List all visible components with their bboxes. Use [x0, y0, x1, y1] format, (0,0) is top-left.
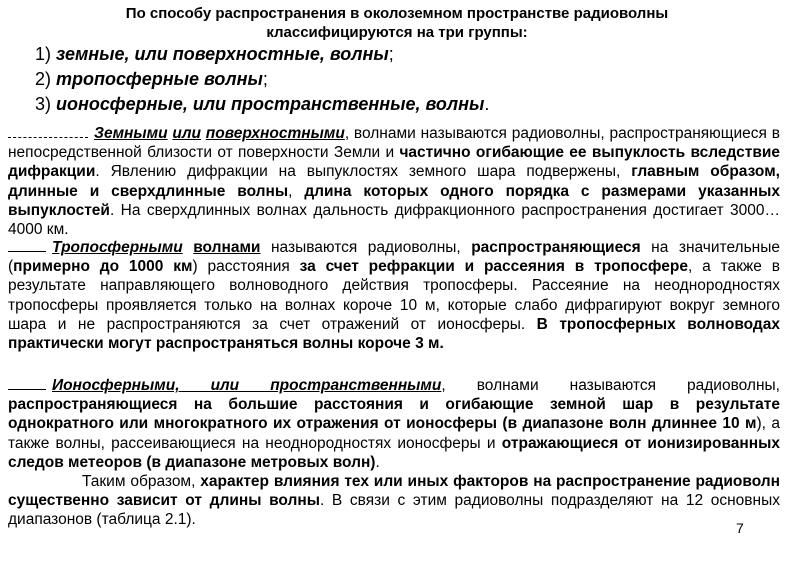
- indent-dash: [8, 239, 46, 252]
- title-line-1: По способу распространения в околоземном пространстве радиоволны: [125, 5, 669, 22]
- text-span: . На сверхдлинных волнах дальность дифракционного распространения достигает 3000…4000 км.: [8, 201, 780, 239]
- indent-dash: [8, 377, 46, 390]
- text-span: , а также в результате направляющего волноводного действия тропосферы. Рассеяние на неоднородностях тропосферы проявляется только на волнах короче 10 м, которые слабо дифрагируют вокруг земного шара и не распространяются за счет отражений от ионосферы.: [8, 258, 780, 333]
- group-punct: ;: [262, 69, 268, 89]
- term-waves: волнами: [193, 239, 261, 256]
- text-span: . В связи с этим радиоволны подразделяют на 12 основных диапазонов (таблица 2.1).: [8, 492, 780, 529]
- group-number: 3): [35, 94, 52, 114]
- text-span: .: [375, 453, 380, 471]
- group-term: земные, или поверхностные, волны: [56, 44, 389, 64]
- group-term: тропосферные волны: [56, 69, 263, 89]
- text-span: , волнами называются радиоволны, распространяющиеся в непосредственной близости от поверхности Земли и: [8, 125, 780, 162]
- text-span: на значительные (: [8, 239, 780, 276]
- text-span: ) расстояния: [192, 258, 300, 276]
- bold-span: распространяющиеся: [471, 239, 641, 256]
- bold-span: длина которых одного порядка с размерами указанных выпуклостей: [8, 182, 780, 219]
- group-number: 2): [35, 69, 52, 89]
- term-surface: поверхностными: [205, 125, 345, 142]
- paragraph-conclusion: [8, 472, 780, 530]
- text-span: ), а также волны, рассеивающиеся на неоднородностях ионосферы и: [8, 415, 780, 452]
- bold-span: характер влияния тех или иных факторов на распространение радиоволн существенно зависит от длины волны: [8, 473, 780, 510]
- text-span: ,: [288, 182, 305, 200]
- indent-dash: [8, 125, 88, 138]
- paragraph-ionospheric-waves: [8, 376, 780, 472]
- paragraph-tropospheric-waves: [8, 238, 780, 353]
- bold-span: В тропосферных волноводах практически могут распространяться волны короче 3 м.: [8, 315, 780, 353]
- bold-span: частично огибающие ее выпуклость вследствие дифракции: [8, 144, 781, 181]
- paragraph-ground-waves: [8, 124, 780, 239]
- term-tropospheric: Тропосферными: [52, 239, 183, 256]
- text-span: [183, 239, 194, 256]
- text-span: называются радиоволны,: [260, 239, 472, 256]
- group-number: 1): [35, 44, 52, 64]
- group-item-2: [35, 68, 268, 90]
- group-item-1: [35, 43, 394, 65]
- text-span: Таким образом,: [82, 473, 201, 490]
- bold-span: за счет рефракции и рассеяния в тропосфере: [299, 258, 688, 276]
- title-line-2: классифицируются на три группы:: [266, 24, 528, 41]
- group-item-3: [35, 93, 489, 115]
- group-punct: .: [484, 94, 490, 114]
- text-span: , волнами называются радиоволны,: [441, 377, 780, 394]
- group-punct: ;: [388, 44, 394, 64]
- term-or: или: [172, 125, 201, 142]
- bold-span: отражающиеся от ионизированных следов метеоров (в диапазоне метровых волн): [8, 434, 780, 471]
- text-span: . Явлению дифракции на выпуклостях земного шара подвержены,: [95, 163, 632, 181]
- bold-span: распространяющиеся на большие расстояния и огибающие земной шар в результате однократного или многократного их отражения от ионосферы (в диапазоне волн длиннее 10 м: [8, 396, 780, 433]
- bold-span: примерно до 1000 км: [13, 258, 193, 276]
- group-term: ионосферные, или пространственные, волны: [56, 94, 485, 114]
- page-number: 7: [736, 520, 744, 536]
- bold-span: главным образом, длинные и сверхдлинные волны: [8, 163, 780, 200]
- term-ionospheric: Ионосферными, или пространственными: [52, 377, 442, 394]
- term-ground: Земными: [94, 125, 168, 142]
